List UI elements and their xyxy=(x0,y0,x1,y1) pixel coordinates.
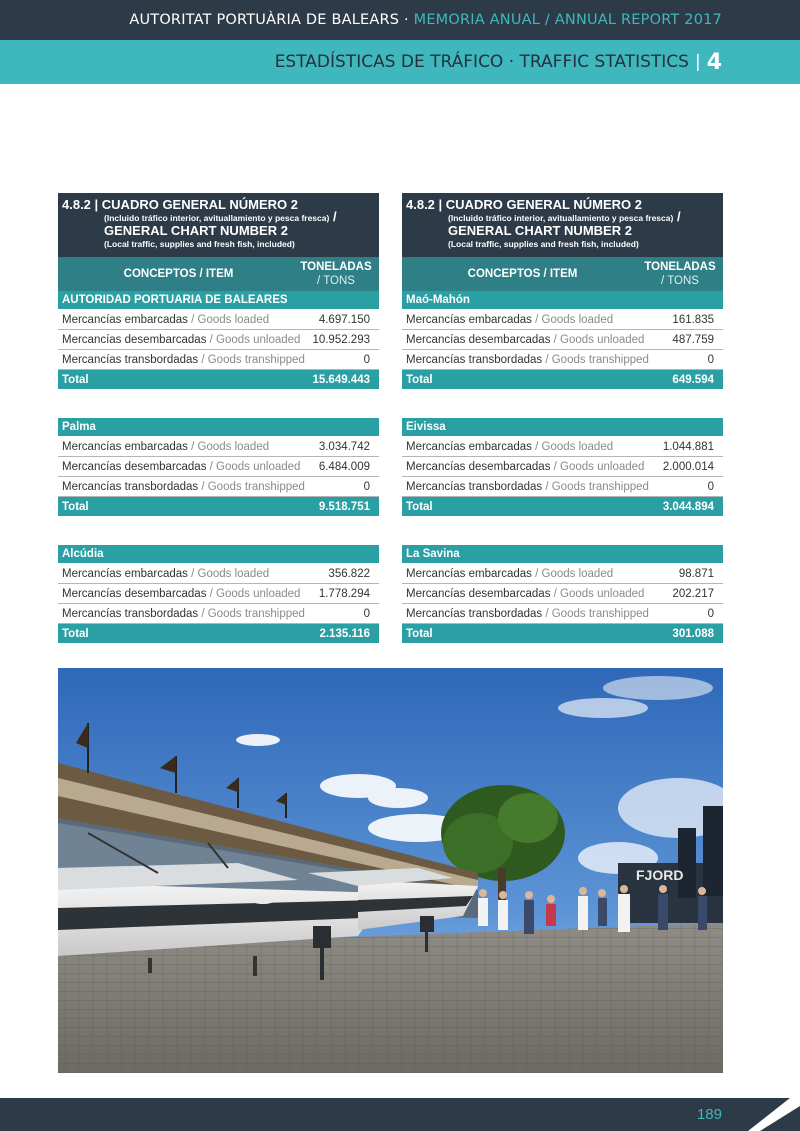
annual-report-label: ANNUAL REPORT 2017 xyxy=(554,12,722,28)
row-label-es: Mercancías desembarcadas xyxy=(406,333,551,346)
row-label-en: / Goods transhipped xyxy=(198,607,305,620)
row-value: 0 xyxy=(363,353,370,366)
total-label: Total xyxy=(406,373,433,386)
table-title-es: 4.8.2 | CUADRO GENERAL NÚMERO 2 xyxy=(62,197,298,212)
table-row xyxy=(58,604,379,624)
row-label-en: / Goods unloaded xyxy=(206,460,301,473)
column-header-tons-en: / TONS xyxy=(317,275,355,287)
table-row xyxy=(58,310,379,330)
row-label-en: / Goods loaded xyxy=(187,440,270,453)
table-row xyxy=(58,477,379,497)
row-label-en: / Goods loaded xyxy=(187,567,270,580)
group-header: Eivissa xyxy=(402,418,723,437)
table-row xyxy=(58,437,379,457)
table-title-en: GENERAL CHART NUMBER 2 xyxy=(104,223,288,238)
row-value: 6.484.009 xyxy=(318,460,370,473)
row-value: 0 xyxy=(707,353,714,366)
row-value: 487.759 xyxy=(672,333,714,346)
table-row xyxy=(58,330,379,350)
row-label-en: / Goods loaded xyxy=(187,313,270,326)
row-label-en: / Goods unloaded xyxy=(206,333,301,346)
row-label-en: / Goods loaded xyxy=(531,567,614,580)
row-label-en: / Goods unloaded xyxy=(550,587,645,600)
table-row xyxy=(58,584,379,604)
title-slash: / xyxy=(329,209,337,224)
section-header xyxy=(0,40,800,84)
row-label-es: Mercancías desembarcadas xyxy=(62,460,207,473)
table-row xyxy=(402,604,723,624)
row-label-es: Mercancías embarcadas xyxy=(62,440,188,453)
table-subtitle-en: (Local traffic, supplies and fresh fish, included) xyxy=(448,239,639,249)
row-label-en: / Goods transhipped xyxy=(198,480,305,493)
section-number: 4 xyxy=(706,49,722,75)
row-value: 161.835 xyxy=(672,313,714,326)
row-label-es: Mercancías desembarcadas xyxy=(62,333,207,346)
total-row xyxy=(58,497,379,516)
total-value: 9.518.751 xyxy=(318,500,370,513)
row-label-en: / Goods loaded xyxy=(531,313,614,326)
column-header-tons xyxy=(643,260,723,288)
row-label-es: Mercancías desembarcadas xyxy=(406,460,551,473)
total-label: Total xyxy=(62,373,89,386)
total-value: 15.649.443 xyxy=(312,373,370,386)
table-row xyxy=(402,437,723,457)
table-title-es: 4.8.2 | CUADRO GENERAL NÚMERO 2 xyxy=(406,197,642,212)
table-row xyxy=(402,330,723,350)
total-value: 301.088 xyxy=(672,627,714,640)
header-dot: · xyxy=(399,12,414,28)
group-header: AUTORIDAD PORTUARIA DE BALEARES xyxy=(58,291,379,310)
section-title-en: TRAFFIC STATISTICS xyxy=(519,52,689,72)
table-title-block xyxy=(58,193,379,257)
row-label-es: Mercancías transbordadas xyxy=(406,607,543,620)
header-slash: / xyxy=(540,12,555,28)
row-value: 10.952.293 xyxy=(312,333,370,346)
column-header-tons xyxy=(299,260,379,288)
traffic-table-left xyxy=(58,193,379,643)
total-row xyxy=(402,624,723,643)
group-header: Maó-Mahón xyxy=(402,291,723,310)
table-row xyxy=(402,584,723,604)
row-value: 0 xyxy=(363,480,370,493)
report-header xyxy=(0,0,800,40)
row-label-es: Mercancías embarcadas xyxy=(406,567,532,580)
row-value: 356.822 xyxy=(328,567,370,580)
total-label: Total xyxy=(62,500,89,513)
title-slash: / xyxy=(673,209,681,224)
table-subtitle-en: (Local traffic, supplies and fresh fish, included) xyxy=(104,239,295,249)
row-value: 3.034.742 xyxy=(318,440,370,453)
table-row xyxy=(58,457,379,477)
total-row xyxy=(58,624,379,643)
table-row xyxy=(402,350,723,370)
table-subtitle-es: (Incluido tráfico interior, avituallamiento y pesca fresca) xyxy=(448,213,674,223)
section-title-es: ESTADÍSTICAS DE TRÁFICO xyxy=(274,52,504,72)
row-value: 0 xyxy=(707,607,714,620)
total-value: 2.135.116 xyxy=(319,627,370,640)
group-header: Palma xyxy=(58,418,379,437)
row-label-es: Mercancías transbordadas xyxy=(406,353,543,366)
group-header: Alcúdia xyxy=(58,545,379,564)
row-value: 0 xyxy=(363,607,370,620)
table-row xyxy=(402,457,723,477)
row-label-es: Mercancías embarcadas xyxy=(406,313,532,326)
row-value: 0 xyxy=(707,480,714,493)
total-row xyxy=(58,370,379,389)
total-label: Total xyxy=(406,627,433,640)
row-label-en: / Goods unloaded xyxy=(206,587,301,600)
row-label-es: Mercancías transbordadas xyxy=(406,480,543,493)
table-row xyxy=(402,310,723,330)
column-header-tons-en: / TONS xyxy=(661,275,699,287)
total-value: 649.594 xyxy=(672,373,714,386)
row-label-es: Mercancías transbordadas xyxy=(62,353,199,366)
row-label-es: Mercancías embarcadas xyxy=(406,440,532,453)
total-label: Total xyxy=(406,500,433,513)
row-value: 202.217 xyxy=(672,587,714,600)
memoria-label: MEMORIA ANUAL xyxy=(413,12,541,28)
row-value: 4.697.150 xyxy=(318,313,370,326)
table-subtitle-es: (Incluido tráfico interior, avituallamiento y pesca fresca) xyxy=(104,213,330,223)
row-label-en: / Goods unloaded xyxy=(550,460,645,473)
table-row xyxy=(58,564,379,584)
row-label-en: / Goods transhipped xyxy=(542,480,649,493)
org-name: AUTORITAT PORTUÀRIA DE BALEARS xyxy=(129,12,400,28)
group-header: La Savina xyxy=(402,545,723,564)
row-label-en: / Goods transhipped xyxy=(542,607,649,620)
row-label-es: Mercancías transbordadas xyxy=(62,480,199,493)
column-header-tons-es: TONELADAS xyxy=(644,261,716,273)
row-label-es: Mercancías embarcadas xyxy=(62,567,188,580)
row-label-en: / Goods loaded xyxy=(531,440,614,453)
row-label-es: Mercancías desembarcadas xyxy=(62,587,207,600)
table-title-block xyxy=(402,193,723,257)
section-separator: | xyxy=(694,52,701,72)
page-number: 189 xyxy=(696,1106,722,1123)
total-row xyxy=(402,370,723,389)
row-value: 98.871 xyxy=(678,567,714,580)
row-label-en: / Goods transhipped xyxy=(542,353,649,366)
total-label: Total xyxy=(62,627,89,640)
page-footer xyxy=(0,1098,800,1131)
row-label-es: Mercancías desembarcadas xyxy=(406,587,551,600)
column-header-row xyxy=(58,257,379,291)
table-row xyxy=(402,564,723,584)
table-row xyxy=(58,350,379,370)
boat-show-photo xyxy=(58,668,723,1073)
traffic-table-right xyxy=(402,193,723,643)
table-row xyxy=(402,477,723,497)
row-label-es: Mercancías transbordadas xyxy=(62,607,199,620)
row-value: 2.000.014 xyxy=(662,460,714,473)
table-title-en: GENERAL CHART NUMBER 2 xyxy=(448,223,632,238)
column-header-row xyxy=(402,257,723,291)
section-dot: · xyxy=(503,52,520,72)
total-value: 3.044.894 xyxy=(662,500,714,513)
row-label-en: / Goods transhipped xyxy=(198,353,305,366)
column-header-tons-es: TONELADAS xyxy=(300,261,372,273)
stand-sign: FJORD xyxy=(636,867,684,883)
total-row xyxy=(402,497,723,516)
row-label-es: Mercancías embarcadas xyxy=(62,313,188,326)
row-label-en: / Goods unloaded xyxy=(550,333,645,346)
column-header-item: CONCEPTOS / ITEM xyxy=(123,268,234,280)
row-value: 1.044.881 xyxy=(662,440,714,453)
row-value: 1.778.294 xyxy=(318,587,370,600)
column-header-item: CONCEPTOS / ITEM xyxy=(467,268,578,280)
footer-stripe xyxy=(740,1098,800,1131)
